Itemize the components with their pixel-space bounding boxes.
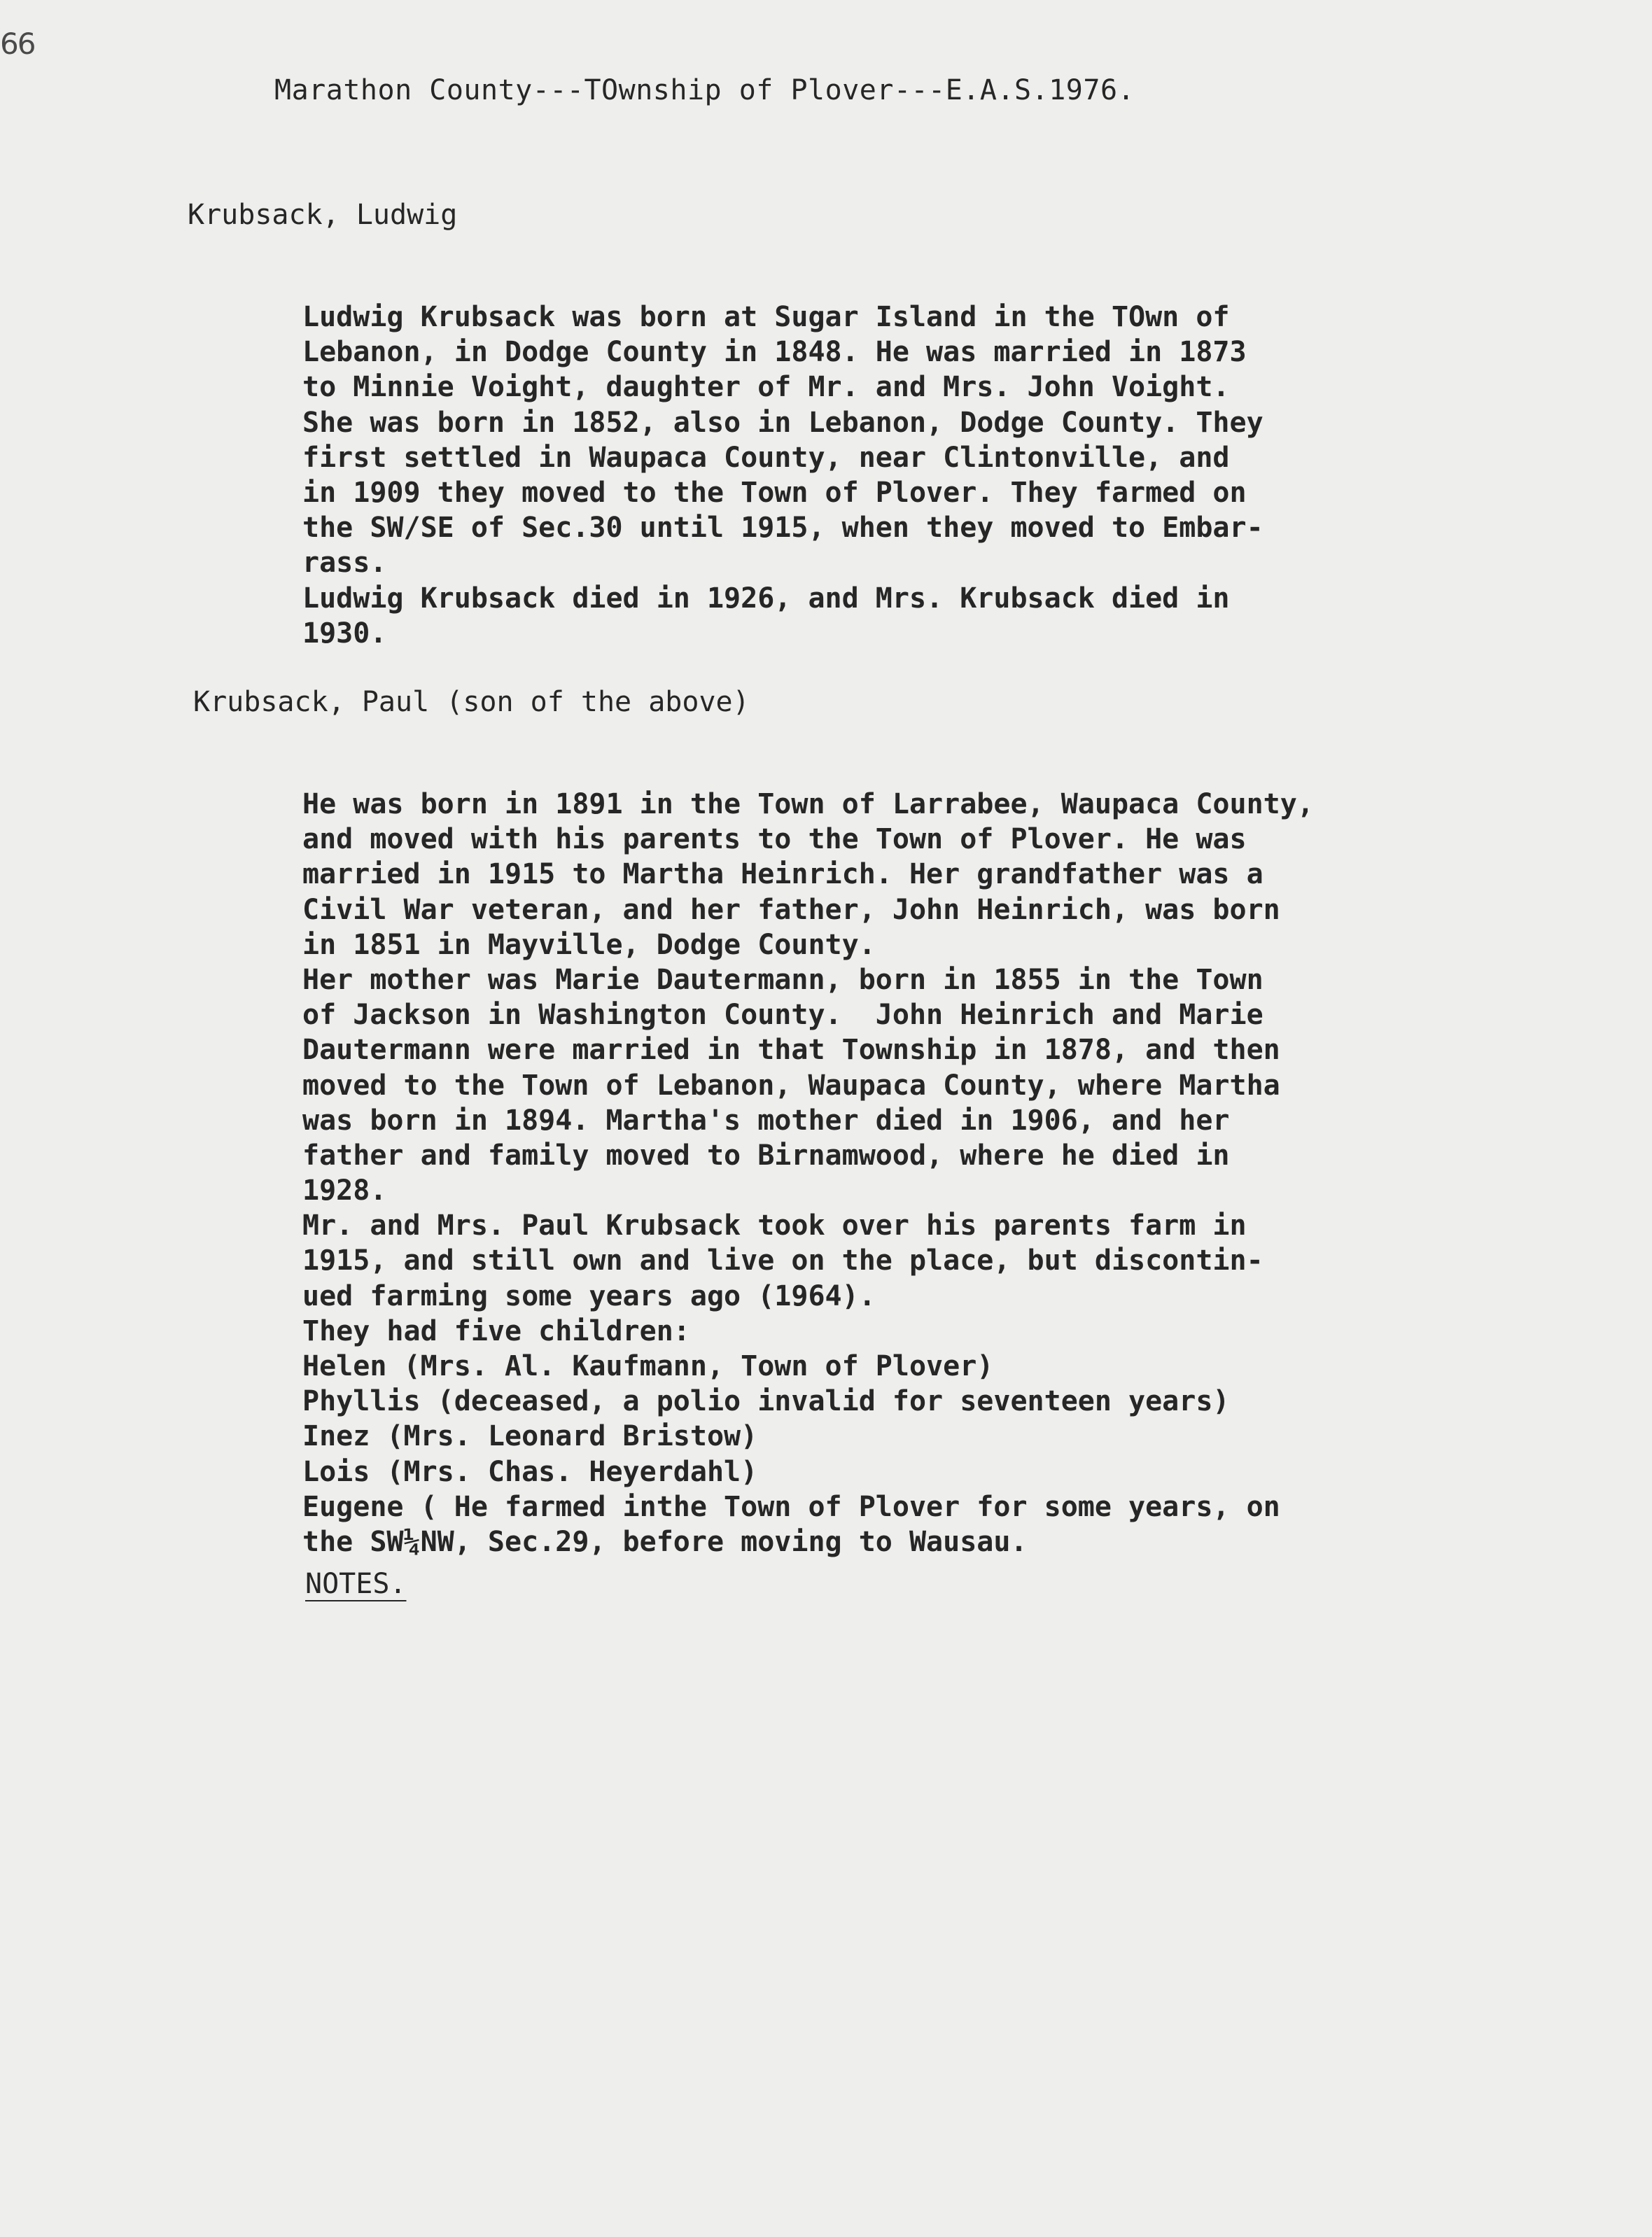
page-number: 66 xyxy=(0,27,35,61)
body-line: Civil War veteran, and her father, John Heinrich, was born xyxy=(302,893,1280,926)
child-entry: Inez (Mrs. Leonard Bristow) xyxy=(302,1420,758,1453)
notes-label: NOTES. xyxy=(305,1568,407,1600)
child-entry: Phyllis (deceased, a polio invalid for seventeen years) xyxy=(302,1385,1230,1418)
child-entry: Helen (Mrs. Al. Kaufmann, Town of Plover) xyxy=(302,1350,994,1382)
body-line: They had five children: xyxy=(302,1314,690,1347)
body-line: Her mother was Marie Dautermann, born in 1855 in the Town xyxy=(302,963,1264,996)
body-line: and moved with his parents to the Town of Plover. He was xyxy=(302,823,1247,856)
section-heading-ludwig: Krubsack, Ludwig xyxy=(188,199,458,231)
body-line: of Jackson in Washington County. John Heinrich and Marie xyxy=(302,999,1264,1032)
body-line: Lebanon, in Dodge County in 1848. He was married in 1873 xyxy=(302,336,1247,369)
body-line: Dautermann were married in that Township in 1878, and then xyxy=(302,1034,1280,1067)
section-body-paul xyxy=(302,787,1314,1559)
body-line: 1915, and still own and live on the place, but discontin- xyxy=(302,1244,1264,1277)
body-line: first settled in Waupaca County, near Clintonville, and xyxy=(302,441,1230,474)
body-line: in 1851 in Mayville, Dodge County. xyxy=(302,928,876,961)
body-line: the SW¼NW, Sec.29, before moving to Wausau. xyxy=(302,1525,1028,1558)
body-line: married in 1915 to Martha Heinrich. Her grandfather was a xyxy=(302,858,1264,891)
child-entry: Eugene ( He farmed inthe Town of Plover for some years, on xyxy=(302,1490,1280,1523)
body-line: Ludwig Krubsack was born at Sugar Island in the TOwn of xyxy=(302,301,1230,333)
body-line: the SW/SE of Sec.30 until 1915, when they moved to Embar- xyxy=(302,512,1264,545)
body-line: Ludwig Krubsack died in 1926, and Mrs. Krubsack died in xyxy=(302,582,1230,615)
child-entry: Lois (Mrs. Chas. Heyerdahl) xyxy=(302,1455,758,1488)
body-line: was born in 1894. Martha's mother died in 1906, and her xyxy=(302,1104,1230,1137)
document-header: Marathon County---TOwnship of Plover---E.A.S.1976. xyxy=(274,74,1135,106)
body-line: moved to the Town of Lebanon, Waupaca County, where Martha xyxy=(302,1069,1280,1102)
body-line: rass. xyxy=(302,547,387,580)
body-line: in 1909 they moved to the Town of Plover. They farmed on xyxy=(302,476,1247,509)
body-line: 1928. xyxy=(302,1174,387,1207)
section-heading-paul: Krubsack, Paul (son of the above) xyxy=(193,686,750,718)
body-line: father and family moved to Birnamwood, where he died in xyxy=(302,1139,1230,1172)
body-line: Mr. and Mrs. Paul Krubsack took over his parents farm in xyxy=(302,1209,1247,1242)
body-line: ued farming some years ago (1964). xyxy=(302,1279,876,1312)
body-line: 1930. xyxy=(302,617,387,650)
body-line: to Minnie Voight, daughter of Mr. and Mrs. John Voight. xyxy=(302,371,1230,404)
body-line: He was born in 1891 in the Town of Larrabee, Waupaca County, xyxy=(302,788,1314,820)
body-line: She was born in 1852, also in Lebanon, Dodge County. They xyxy=(302,406,1264,439)
section-body-ludwig xyxy=(302,300,1264,651)
